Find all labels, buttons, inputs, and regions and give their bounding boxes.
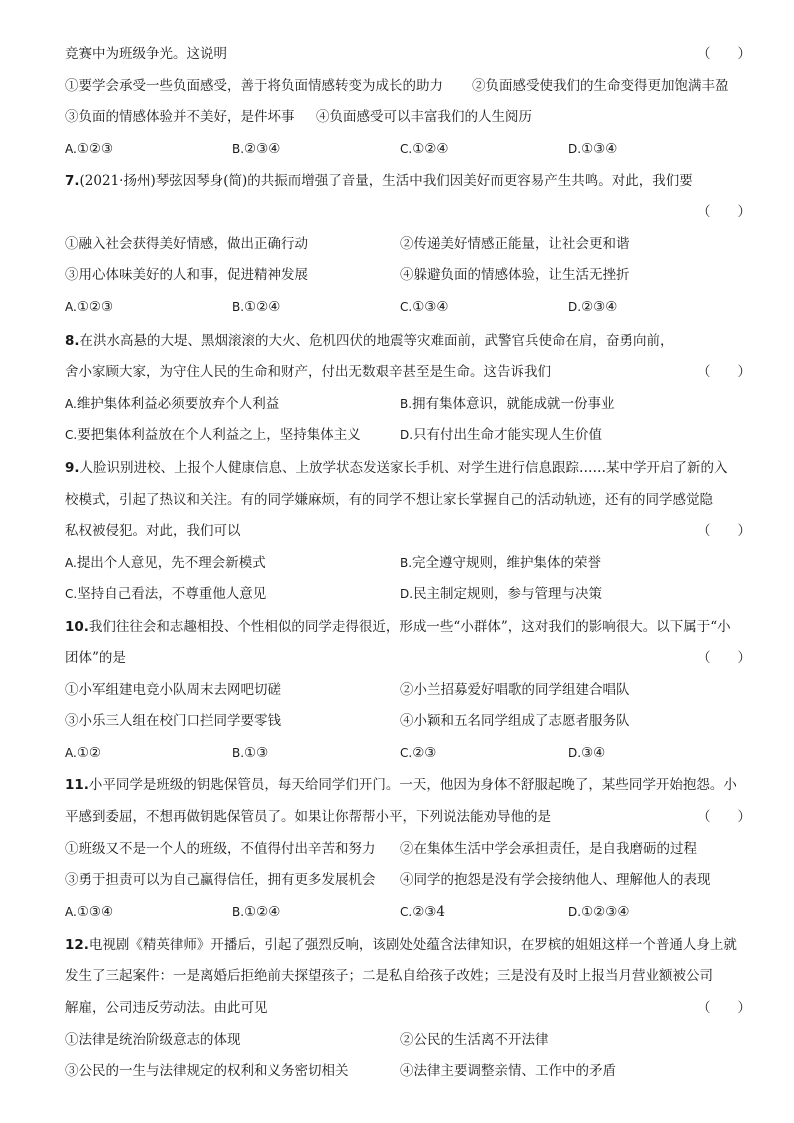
- statement-1: ①法律是统治阶级意志的体现: [65, 1032, 241, 1048]
- statement-2: ②公民的生活离不开法律: [400, 1032, 549, 1048]
- choice-a: A.①②③: [65, 141, 114, 157]
- choice-a: A.维护集体利益必须要放弃个人利益: [65, 396, 280, 412]
- answer-paren: （ ）: [697, 364, 751, 380]
- choice-c: C.②③: [400, 745, 437, 761]
- question-number: 9.: [65, 460, 80, 476]
- question-9-stem-line-3: 私权被侵犯。对此，我们可以: [65, 523, 241, 539]
- choice-b: B.①②④: [232, 904, 281, 920]
- question-11-stem-line-2: 平感到委屈，不想再做钥匙保管员了。如果让你帮帮小平，下列说法能劝导他的是: [65, 809, 551, 825]
- answer-paren: （ ）: [697, 650, 751, 666]
- question-number: 10.: [65, 619, 89, 635]
- question-number: 11.: [65, 777, 89, 793]
- statement-4: ④同学的抱怨是没有学会接纳他人、理解他人的表现: [400, 872, 711, 888]
- statement-3: ③小乐三人组在校门口拦同学要零钱: [65, 713, 281, 729]
- question-10-stem-line-2: 团体”的是: [65, 650, 126, 666]
- question-10-stem-line-1: 10.我们往往会和志趣相投、个性相似的同学走得很近，形成一些“小群体”，这对我们的影响很大。以下属于“小: [65, 619, 731, 635]
- answer-paren: （ ）: [697, 1000, 751, 1016]
- question-12-stem-line-2: 发生了三起案件：一是离婚后拒绝前夫探望孩子；二是私自给孩子改姓；三是没有及时上报当月营业额被公司: [65, 968, 713, 984]
- choice-a: A.①③④: [65, 904, 114, 920]
- question-6-stem-line-1: 竞赛中为班级争光。这说明: [65, 46, 227, 62]
- statement-4: ④躲避负面的情感体验，让生活无挫折: [400, 267, 630, 283]
- statement-4: ④小颖和五名同学组成了志愿者服务队: [400, 713, 630, 729]
- statement-2: ②传递美好情感正能量，让社会更和谐: [400, 236, 630, 252]
- choice-b: B.拥有集体意识，就能成就一份事业: [400, 396, 615, 412]
- choice-d: D.民主制定规则，参与管理与决策: [400, 586, 603, 602]
- answer-paren: （ ）: [697, 809, 751, 825]
- statement-1: ①融入社会获得美好情感，做出正确行动: [65, 236, 308, 252]
- question-7-stem-line-1: 7.(2021·扬州)琴弦因琴身(简)的共振而增强了音量，生活中我们因美好而更容易产生共鸣。对此，我们要: [65, 173, 693, 189]
- question-8-stem-line-1: 8.在洪水高悬的大堤、黑烟滚滚的大火、危机四伏的地震等灾难面前，武警官兵使命在肩，奋勇向前，: [65, 333, 674, 349]
- choice-d: D.①②③④: [568, 904, 630, 920]
- statement-1: ①小军组建电竞小队周末去网吧切磋: [65, 682, 281, 698]
- choice-c: C.坚持自己看法，不尊重他人意见: [65, 586, 267, 602]
- question-12-stem-line-1: 12.电视剧《精英律师》开播后，引起了强烈反响，该剧处处蕴含法律知识，在罗槟的姐姐这样一个普通人身上就: [65, 937, 737, 953]
- statement-3: ③公民的一生与法律规定的权利和义务密切相关: [65, 1063, 349, 1079]
- answer-paren: （ ）: [697, 204, 751, 220]
- statement-2: ②在集体生活中学会承担责任，是自我磨砺的过程: [400, 841, 697, 857]
- question-8-stem-line-2: 舍小家顾大家，为守住人民的生命和财产，付出无数艰辛甚至是生命。这告诉我们: [65, 364, 551, 380]
- choice-d: D.只有付出生命才能实现人生价值: [400, 427, 603, 443]
- statement-3: ③勇于担责可以为自己赢得信任，拥有更多发展机会: [65, 872, 376, 888]
- choice-c: C.要把集体利益放在个人利益之上，坚持集体主义: [65, 427, 361, 443]
- choice-b: B.②③④: [232, 141, 281, 157]
- answer-paren: （ ）: [697, 46, 751, 62]
- choice-b: B.①③: [232, 745, 269, 761]
- statement-2: ②小兰招募爱好唱歌的同学组建合唱队: [400, 682, 630, 698]
- choice-c: C.②③4: [400, 904, 445, 920]
- statement-4: ④法律主要调整亲情、工作中的矛盾: [400, 1063, 616, 1079]
- choice-d: D.②③④: [568, 299, 618, 315]
- statement-3: ③用心体味美好的人和事，促进精神发展: [65, 267, 308, 283]
- statement-4: ④负面感受可以丰富我们的人生阅历: [316, 109, 532, 125]
- question-number: 8.: [65, 333, 80, 349]
- statement-3: ③负面的情感体验并不美好，是件坏事: [65, 109, 295, 125]
- choice-b: B.①②④: [232, 299, 281, 315]
- choice-d: D.③④: [568, 745, 606, 761]
- choice-c: C.①②④: [400, 141, 449, 157]
- statement-1: ①班级又不是一个人的班级，不值得付出辛苦和努力: [65, 841, 376, 857]
- statement-1: ①要学会承受一些负面感受，善于将负面情感转变为成长的助力: [65, 78, 443, 94]
- question-number: 12.: [65, 937, 89, 953]
- question-number: 7.: [65, 173, 80, 189]
- question-11-stem-line-1: 11.小平同学是班级的钥匙保管员，每天给同学们开门。一天，他因为身体不舒服起晚了，某些同学开始抱怨。小: [65, 777, 737, 793]
- question-12-stem-line-3: 解雇，公司违反劳动法。由此可见: [65, 1000, 268, 1016]
- choice-a: A.①②③: [65, 299, 114, 315]
- statement-2: ②负面感受使我们的生命变得更加饱满丰盈: [472, 78, 729, 94]
- choice-d: D.①③④: [568, 141, 618, 157]
- choice-c: C.①③④: [400, 299, 449, 315]
- question-9-stem-line-2: 校模式，引起了热议和关注。有的同学嫌麻烦，有的同学不想让家长掌握自己的活动轨迹，还有的同学感觉隐: [65, 492, 713, 508]
- answer-paren: （ ）: [697, 523, 751, 539]
- question-9-stem-line-1: 9.人脸识别进校、上报个人健康信息、上放学状态发送家长手机、对学生进行信息跟踪……某中学开启了新的入: [65, 460, 728, 476]
- choice-a: A.①②: [65, 745, 102, 761]
- choice-a: A.提出个人意见，先不理会新模式: [65, 555, 266, 571]
- choice-b: B.完全遵守规则，维护集体的荣誉: [400, 555, 602, 571]
